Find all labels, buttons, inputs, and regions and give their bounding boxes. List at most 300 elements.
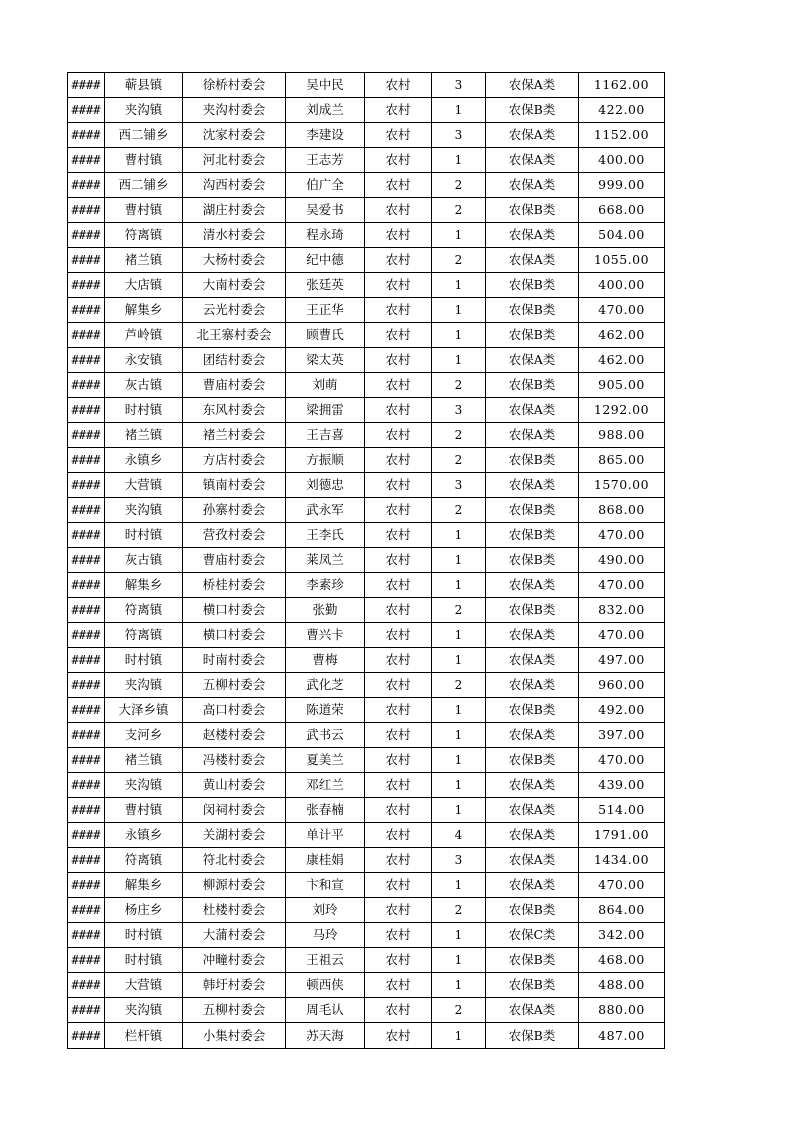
table-row xyxy=(68,348,665,373)
area-cell: 农村 xyxy=(365,323,432,348)
area-cell: 农村 xyxy=(365,948,432,973)
category-cell: 农保A类 xyxy=(486,348,579,373)
row-id-cell: #### xyxy=(68,73,105,98)
name-cell: 张勤 xyxy=(286,598,365,623)
row-id-cell: #### xyxy=(68,948,105,973)
table-row xyxy=(68,198,665,223)
category-cell: 农保B类 xyxy=(486,1023,579,1049)
amount-cell: 832.00 xyxy=(579,598,665,623)
table-row xyxy=(68,748,665,773)
town-cell: 时村镇 xyxy=(105,523,183,548)
amount-cell: 470.00 xyxy=(579,573,665,598)
table-row xyxy=(68,523,665,548)
table-row xyxy=(68,423,665,448)
name-cell: 吴中民 xyxy=(286,73,365,98)
area-cell: 农村 xyxy=(365,898,432,923)
name-cell: 苏天海 xyxy=(286,1023,365,1049)
row-id-cell: #### xyxy=(68,223,105,248)
village-cell: 冯楼村委会 xyxy=(183,748,286,773)
category-cell: 农保B类 xyxy=(486,198,579,223)
village-cell: 沟西村委会 xyxy=(183,173,286,198)
town-cell: 永镇乡 xyxy=(105,823,183,848)
area-cell: 农村 xyxy=(365,923,432,948)
village-cell: 符北村委会 xyxy=(183,848,286,873)
table-body xyxy=(68,73,665,1049)
row-id-cell: #### xyxy=(68,373,105,398)
row-id-cell: #### xyxy=(68,323,105,348)
village-cell: 关湖村委会 xyxy=(183,823,286,848)
table-row xyxy=(68,698,665,723)
row-id-cell: #### xyxy=(68,148,105,173)
village-cell: 闵祠村委会 xyxy=(183,798,286,823)
name-cell: 刘德忠 xyxy=(286,473,365,498)
town-cell: 符离镇 xyxy=(105,848,183,873)
village-cell: 沈家村委会 xyxy=(183,123,286,148)
row-id-cell: #### xyxy=(68,873,105,898)
area-cell: 农村 xyxy=(365,398,432,423)
household-count-cell: 2 xyxy=(432,498,486,523)
household-count-cell: 1 xyxy=(432,973,486,998)
amount-cell: 342.00 xyxy=(579,923,665,948)
town-cell: 芦岭镇 xyxy=(105,323,183,348)
household-count-cell: 3 xyxy=(432,398,486,423)
village-cell: 韩圩村委会 xyxy=(183,973,286,998)
name-cell: 邓红兰 xyxy=(286,773,365,798)
town-cell: 曹村镇 xyxy=(105,798,183,823)
village-cell: 桥桂村委会 xyxy=(183,573,286,598)
amount-cell: 1570.00 xyxy=(579,473,665,498)
household-count-cell: 2 xyxy=(432,898,486,923)
village-cell: 赵楼村委会 xyxy=(183,723,286,748)
town-cell: 褚兰镇 xyxy=(105,248,183,273)
area-cell: 农村 xyxy=(365,373,432,398)
category-cell: 农保B类 xyxy=(486,323,579,348)
category-cell: 农保A类 xyxy=(486,998,579,1023)
name-cell: 武永军 xyxy=(286,498,365,523)
town-cell: 蕲县镇 xyxy=(105,73,183,98)
table-row xyxy=(68,98,665,123)
area-cell: 农村 xyxy=(365,798,432,823)
town-cell: 曹村镇 xyxy=(105,198,183,223)
table-row xyxy=(68,473,665,498)
name-cell: 王志芳 xyxy=(286,148,365,173)
name-cell: 夏美兰 xyxy=(286,748,365,773)
household-count-cell: 1 xyxy=(432,723,486,748)
area-cell: 农村 xyxy=(365,148,432,173)
household-count-cell: 1 xyxy=(432,148,486,173)
table-row xyxy=(68,823,665,848)
household-count-cell: 1 xyxy=(432,698,486,723)
town-cell: 时村镇 xyxy=(105,398,183,423)
household-count-cell: 2 xyxy=(432,673,486,698)
amount-cell: 470.00 xyxy=(579,298,665,323)
name-cell: 武书云 xyxy=(286,723,365,748)
name-cell: 单计平 xyxy=(286,823,365,848)
household-count-cell: 1 xyxy=(432,873,486,898)
name-cell: 刘成兰 xyxy=(286,98,365,123)
category-cell: 农保A类 xyxy=(486,798,579,823)
row-id-cell: #### xyxy=(68,573,105,598)
village-cell: 北王寨村委会 xyxy=(183,323,286,348)
amount-cell: 462.00 xyxy=(579,348,665,373)
amount-cell: 400.00 xyxy=(579,148,665,173)
village-cell: 大杨村委会 xyxy=(183,248,286,273)
row-id-cell: #### xyxy=(68,173,105,198)
row-id-cell: #### xyxy=(68,648,105,673)
town-cell: 西二铺乡 xyxy=(105,173,183,198)
household-count-cell: 2 xyxy=(432,173,486,198)
area-cell: 农村 xyxy=(365,98,432,123)
category-cell: 农保B类 xyxy=(486,298,579,323)
amount-cell: 864.00 xyxy=(579,898,665,923)
town-cell: 时村镇 xyxy=(105,948,183,973)
village-cell: 时南村委会 xyxy=(183,648,286,673)
row-id-cell: #### xyxy=(68,623,105,648)
amount-cell: 470.00 xyxy=(579,748,665,773)
household-count-cell: 1 xyxy=(432,648,486,673)
amount-cell: 1055.00 xyxy=(579,248,665,273)
household-count-cell: 1 xyxy=(432,798,486,823)
household-count-cell: 2 xyxy=(432,198,486,223)
town-cell: 支河乡 xyxy=(105,723,183,748)
name-cell: 刘萌 xyxy=(286,373,365,398)
town-cell: 解集乡 xyxy=(105,573,183,598)
village-cell: 五柳村委会 xyxy=(183,998,286,1023)
town-cell: 褚兰镇 xyxy=(105,423,183,448)
town-cell: 曹村镇 xyxy=(105,148,183,173)
village-cell: 曹庙村委会 xyxy=(183,548,286,573)
village-cell: 镇南村委会 xyxy=(183,473,286,498)
name-cell: 周毛认 xyxy=(286,998,365,1023)
village-cell: 杜楼村委会 xyxy=(183,898,286,923)
name-cell: 莱凤兰 xyxy=(286,548,365,573)
table-row xyxy=(68,323,665,348)
amount-cell: 960.00 xyxy=(579,673,665,698)
name-cell: 纪中德 xyxy=(286,248,365,273)
row-id-cell: #### xyxy=(68,1023,105,1049)
category-cell: 农保B类 xyxy=(486,498,579,523)
amount-cell: 1292.00 xyxy=(579,398,665,423)
area-cell: 农村 xyxy=(365,448,432,473)
household-count-cell: 1 xyxy=(432,573,486,598)
town-cell: 符离镇 xyxy=(105,223,183,248)
household-count-cell: 4 xyxy=(432,823,486,848)
amount-cell: 1434.00 xyxy=(579,848,665,873)
area-cell: 农村 xyxy=(365,123,432,148)
area-cell: 农村 xyxy=(365,523,432,548)
table-row xyxy=(68,898,665,923)
household-count-cell: 2 xyxy=(432,998,486,1023)
table-row xyxy=(68,248,665,273)
category-cell: 农保A类 xyxy=(486,723,579,748)
amount-cell: 468.00 xyxy=(579,948,665,973)
category-cell: 农保A类 xyxy=(486,648,579,673)
row-id-cell: #### xyxy=(68,798,105,823)
household-count-cell: 2 xyxy=(432,598,486,623)
household-count-cell: 3 xyxy=(432,73,486,98)
village-cell: 柳源村委会 xyxy=(183,873,286,898)
area-cell: 农村 xyxy=(365,623,432,648)
village-cell: 营孜村委会 xyxy=(183,523,286,548)
amount-cell: 439.00 xyxy=(579,773,665,798)
table-row xyxy=(68,873,665,898)
category-cell: 农保A类 xyxy=(486,398,579,423)
household-count-cell: 2 xyxy=(432,448,486,473)
table-row xyxy=(68,648,665,673)
village-cell: 清水村委会 xyxy=(183,223,286,248)
row-id-cell: #### xyxy=(68,698,105,723)
table-row xyxy=(68,373,665,398)
row-id-cell: #### xyxy=(68,723,105,748)
town-cell: 符离镇 xyxy=(105,598,183,623)
household-count-cell: 3 xyxy=(432,848,486,873)
town-cell: 夹沟镇 xyxy=(105,998,183,1023)
table-row xyxy=(68,798,665,823)
household-count-cell: 2 xyxy=(432,423,486,448)
row-id-cell: #### xyxy=(68,298,105,323)
household-count-cell: 1 xyxy=(432,523,486,548)
area-cell: 农村 xyxy=(365,298,432,323)
row-id-cell: #### xyxy=(68,923,105,948)
name-cell: 顿西侠 xyxy=(286,973,365,998)
name-cell: 伯广全 xyxy=(286,173,365,198)
table-row xyxy=(68,298,665,323)
category-cell: 农保A类 xyxy=(486,423,579,448)
town-cell: 杨庄乡 xyxy=(105,898,183,923)
name-cell: 李素珍 xyxy=(286,573,365,598)
table-row xyxy=(68,998,665,1023)
town-cell: 大店镇 xyxy=(105,273,183,298)
area-cell: 农村 xyxy=(365,998,432,1023)
village-cell: 高口村委会 xyxy=(183,698,286,723)
name-cell: 梁拥雷 xyxy=(286,398,365,423)
category-cell: 农保A类 xyxy=(486,148,579,173)
area-cell: 农村 xyxy=(365,548,432,573)
amount-cell: 905.00 xyxy=(579,373,665,398)
row-id-cell: #### xyxy=(68,423,105,448)
name-cell: 卞和宣 xyxy=(286,873,365,898)
village-cell: 河北村委会 xyxy=(183,148,286,173)
household-count-cell: 1 xyxy=(432,223,486,248)
row-id-cell: #### xyxy=(68,348,105,373)
town-cell: 大泽乡镇 xyxy=(105,698,183,723)
amount-cell: 497.00 xyxy=(579,648,665,673)
amount-cell: 514.00 xyxy=(579,798,665,823)
table-row xyxy=(68,1023,665,1049)
village-cell: 方店村委会 xyxy=(183,448,286,473)
table-row xyxy=(68,548,665,573)
table-row xyxy=(68,223,665,248)
category-cell: 农保B类 xyxy=(486,973,579,998)
town-cell: 大营镇 xyxy=(105,973,183,998)
row-id-cell: #### xyxy=(68,398,105,423)
village-cell: 夹沟村委会 xyxy=(183,98,286,123)
row-id-cell: #### xyxy=(68,273,105,298)
category-cell: 农保B类 xyxy=(486,898,579,923)
category-cell: 农保B类 xyxy=(486,273,579,298)
name-cell: 王正华 xyxy=(286,298,365,323)
area-cell: 农村 xyxy=(365,573,432,598)
town-cell: 夹沟镇 xyxy=(105,98,183,123)
row-id-cell: #### xyxy=(68,773,105,798)
name-cell: 陈道荣 xyxy=(286,698,365,723)
village-cell: 横口村委会 xyxy=(183,623,286,648)
household-count-cell: 1 xyxy=(432,298,486,323)
household-count-cell: 2 xyxy=(432,248,486,273)
amount-cell: 504.00 xyxy=(579,223,665,248)
town-cell: 解集乡 xyxy=(105,873,183,898)
village-cell: 团结村委会 xyxy=(183,348,286,373)
row-id-cell: #### xyxy=(68,473,105,498)
row-id-cell: #### xyxy=(68,198,105,223)
table-row xyxy=(68,398,665,423)
category-cell: 农保A类 xyxy=(486,223,579,248)
amount-cell: 422.00 xyxy=(579,98,665,123)
row-id-cell: #### xyxy=(68,98,105,123)
town-cell: 大营镇 xyxy=(105,473,183,498)
amount-cell: 470.00 xyxy=(579,623,665,648)
area-cell: 农村 xyxy=(365,198,432,223)
category-cell: 农保A类 xyxy=(486,823,579,848)
category-cell: 农保B类 xyxy=(486,373,579,398)
village-cell: 孙寨村委会 xyxy=(183,498,286,523)
name-cell: 方振顺 xyxy=(286,448,365,473)
household-count-cell: 1 xyxy=(432,273,486,298)
amount-cell: 470.00 xyxy=(579,523,665,548)
village-cell: 东风村委会 xyxy=(183,398,286,423)
area-cell: 农村 xyxy=(365,773,432,798)
area-cell: 农村 xyxy=(365,648,432,673)
category-cell: 农保B类 xyxy=(486,98,579,123)
amount-cell: 999.00 xyxy=(579,173,665,198)
village-cell: 云光村委会 xyxy=(183,298,286,323)
area-cell: 农村 xyxy=(365,273,432,298)
name-cell: 张廷英 xyxy=(286,273,365,298)
amount-cell: 397.00 xyxy=(579,723,665,748)
row-id-cell: #### xyxy=(68,523,105,548)
table-row xyxy=(68,498,665,523)
category-cell: 农保B类 xyxy=(486,523,579,548)
name-cell: 曹梅 xyxy=(286,648,365,673)
area-cell: 农村 xyxy=(365,698,432,723)
amount-cell: 400.00 xyxy=(579,273,665,298)
area-cell: 农村 xyxy=(365,848,432,873)
name-cell: 王祖云 xyxy=(286,948,365,973)
name-cell: 王吉喜 xyxy=(286,423,365,448)
name-cell: 王李氏 xyxy=(286,523,365,548)
row-id-cell: #### xyxy=(68,548,105,573)
row-id-cell: #### xyxy=(68,998,105,1023)
village-cell: 曹庙村委会 xyxy=(183,373,286,398)
area-cell: 农村 xyxy=(365,348,432,373)
table-row xyxy=(68,148,665,173)
row-id-cell: #### xyxy=(68,448,105,473)
area-cell: 农村 xyxy=(365,673,432,698)
category-cell: 农保A类 xyxy=(486,248,579,273)
table-row xyxy=(68,573,665,598)
row-id-cell: #### xyxy=(68,123,105,148)
amount-cell: 1791.00 xyxy=(579,823,665,848)
town-cell: 符离镇 xyxy=(105,623,183,648)
area-cell: 农村 xyxy=(365,723,432,748)
amount-cell: 470.00 xyxy=(579,873,665,898)
town-cell: 时村镇 xyxy=(105,648,183,673)
table-row xyxy=(68,448,665,473)
town-cell: 西二铺乡 xyxy=(105,123,183,148)
village-cell: 大蒲村委会 xyxy=(183,923,286,948)
town-cell: 栏杆镇 xyxy=(105,1023,183,1049)
household-count-cell: 1 xyxy=(432,773,486,798)
table-row xyxy=(68,773,665,798)
area-cell: 农村 xyxy=(365,1023,432,1049)
row-id-cell: #### xyxy=(68,748,105,773)
category-cell: 农保B类 xyxy=(486,598,579,623)
category-cell: 农保A类 xyxy=(486,123,579,148)
row-id-cell: #### xyxy=(68,248,105,273)
table-row xyxy=(68,273,665,298)
household-count-cell: 1 xyxy=(432,323,486,348)
category-cell: 农保A类 xyxy=(486,473,579,498)
household-count-cell: 1 xyxy=(432,98,486,123)
household-count-cell: 1 xyxy=(432,623,486,648)
village-cell: 小集村委会 xyxy=(183,1023,286,1049)
village-cell: 大南村委会 xyxy=(183,273,286,298)
category-cell: 农保A类 xyxy=(486,573,579,598)
table-row xyxy=(68,723,665,748)
town-cell: 褚兰镇 xyxy=(105,748,183,773)
table-row xyxy=(68,73,665,98)
area-cell: 农村 xyxy=(365,223,432,248)
household-count-cell: 1 xyxy=(432,548,486,573)
name-cell: 梁太英 xyxy=(286,348,365,373)
town-cell: 夹沟镇 xyxy=(105,673,183,698)
category-cell: 农保A类 xyxy=(486,873,579,898)
category-cell: 农保A类 xyxy=(486,73,579,98)
area-cell: 农村 xyxy=(365,873,432,898)
row-id-cell: #### xyxy=(68,848,105,873)
row-id-cell: #### xyxy=(68,973,105,998)
category-cell: 农保B类 xyxy=(486,948,579,973)
household-count-cell: 2 xyxy=(432,373,486,398)
name-cell: 武化芝 xyxy=(286,673,365,698)
town-cell: 永安镇 xyxy=(105,348,183,373)
amount-cell: 1152.00 xyxy=(579,123,665,148)
village-cell: 湖庄村委会 xyxy=(183,198,286,223)
table-row xyxy=(68,598,665,623)
amount-cell: 487.00 xyxy=(579,1023,665,1049)
category-cell: 农保B类 xyxy=(486,548,579,573)
row-id-cell: #### xyxy=(68,898,105,923)
amount-cell: 988.00 xyxy=(579,423,665,448)
town-cell: 永镇乡 xyxy=(105,448,183,473)
row-id-cell: #### xyxy=(68,673,105,698)
area-cell: 农村 xyxy=(365,423,432,448)
town-cell: 时村镇 xyxy=(105,923,183,948)
name-cell: 曹兴卡 xyxy=(286,623,365,648)
row-id-cell: #### xyxy=(68,498,105,523)
town-cell: 解集乡 xyxy=(105,298,183,323)
name-cell: 刘玲 xyxy=(286,898,365,923)
amount-cell: 492.00 xyxy=(579,698,665,723)
village-cell: 横口村委会 xyxy=(183,598,286,623)
village-cell: 黄山村委会 xyxy=(183,773,286,798)
name-cell: 吴爱书 xyxy=(286,198,365,223)
household-count-cell: 3 xyxy=(432,473,486,498)
category-cell: 农保B类 xyxy=(486,698,579,723)
amount-cell: 462.00 xyxy=(579,323,665,348)
category-cell: 农保B类 xyxy=(486,748,579,773)
town-cell: 夹沟镇 xyxy=(105,498,183,523)
